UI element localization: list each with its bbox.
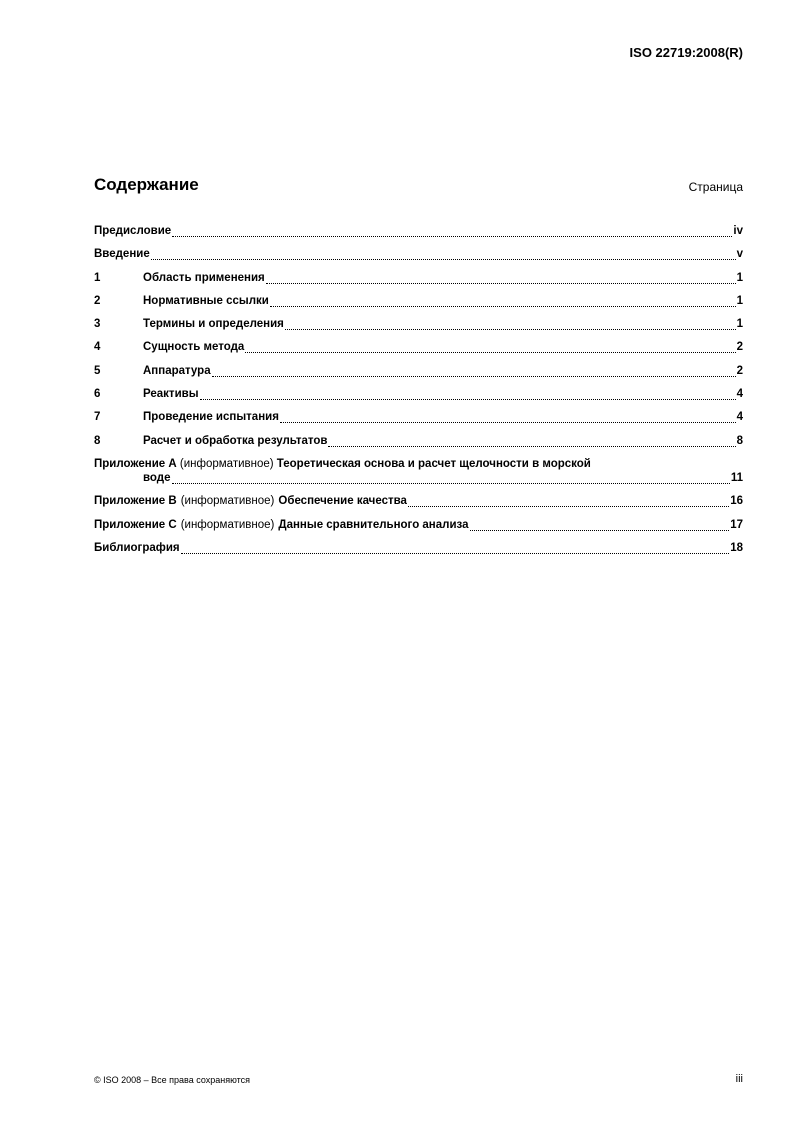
toc-header bbox=[94, 175, 743, 199]
toc-entry-annex-c[interactable] bbox=[94, 518, 743, 532]
toc-entry-section-8[interactable] bbox=[94, 434, 743, 448]
leader-dots bbox=[245, 342, 735, 353]
toc-entry-title: Область применения bbox=[143, 271, 265, 284]
toc-entry-section-2[interactable] bbox=[94, 294, 743, 308]
toc-entry-page: 2 bbox=[736, 341, 743, 354]
footer-copyright: © ISO 2008 – Все права сохраняются bbox=[94, 1075, 251, 1085]
leader-dots bbox=[266, 273, 736, 284]
toc-entry-bibliography[interactable] bbox=[94, 541, 743, 555]
toc-list bbox=[94, 224, 743, 564]
toc-entry-section-5[interactable] bbox=[94, 364, 743, 378]
leader-dots bbox=[470, 520, 730, 531]
annex-label: Приложение C bbox=[94, 518, 177, 531]
toc-entry-number: 7 bbox=[94, 411, 101, 424]
leader-dots bbox=[408, 496, 729, 507]
toc-entry-page: 18 bbox=[730, 541, 743, 554]
toc-entry-annex-a[interactable] bbox=[94, 457, 743, 485]
toc-entry-number: 4 bbox=[94, 341, 101, 354]
toc-entry-title: Нормативные ссылки bbox=[143, 294, 269, 307]
toc-entry-page: 11 bbox=[730, 471, 743, 484]
annex-label: Приложение B bbox=[94, 495, 177, 508]
toc-entry-foreword[interactable] bbox=[94, 224, 743, 238]
leader-dots bbox=[270, 296, 736, 307]
leader-dots bbox=[328, 436, 735, 447]
toc-entry-page: 1 bbox=[736, 294, 743, 307]
leader-dots bbox=[172, 226, 732, 237]
toc-entry-number: 6 bbox=[94, 388, 101, 401]
leader-dots bbox=[285, 319, 736, 330]
toc-entry-page: iv bbox=[733, 225, 743, 237]
leader-dots bbox=[172, 473, 730, 484]
annex-type: (информативное) bbox=[180, 518, 275, 531]
annex-type: (информативное) bbox=[180, 495, 275, 508]
toc-entry-title: Предисловие bbox=[94, 225, 172, 237]
toc-entry-page: 4 bbox=[736, 411, 743, 424]
toc-entry-number: 2 bbox=[94, 294, 101, 307]
toc-entry-page: 8 bbox=[736, 434, 743, 447]
toc-entry-title: Аппаратура bbox=[143, 364, 211, 377]
toc-entry-annex-b[interactable] bbox=[94, 494, 743, 508]
toc-entry-title: Введение bbox=[94, 248, 150, 261]
toc-entry-title: Термины и определения bbox=[143, 318, 284, 331]
toc-entry-page: 1 bbox=[736, 318, 743, 331]
toc-entry-section-1[interactable] bbox=[94, 271, 743, 285]
annex-title: Данные сравнительного анализа bbox=[278, 518, 469, 531]
toc-entry-section-4[interactable] bbox=[94, 340, 743, 354]
leader-dots bbox=[212, 366, 736, 377]
leader-dots bbox=[151, 249, 736, 260]
toc-entry-number: 1 bbox=[94, 271, 101, 284]
footer-page-number: iii bbox=[735, 1073, 743, 1085]
toc-entry-page: 2 bbox=[736, 364, 743, 377]
toc-entry-title: Расчет и обработка результатов bbox=[143, 434, 328, 447]
toc-entry-page: v bbox=[736, 248, 743, 261]
leader-dots bbox=[181, 543, 730, 554]
toc-entry-page: 4 bbox=[736, 388, 743, 401]
annex-type: (информативное) bbox=[179, 457, 274, 470]
toc-entry-section-6[interactable] bbox=[94, 387, 743, 401]
toc-entry-page: 16 bbox=[730, 495, 743, 508]
toc-entry-section-3[interactable] bbox=[94, 317, 743, 331]
toc-entry-number: 5 bbox=[94, 364, 101, 377]
toc-entry-introduction[interactable] bbox=[94, 247, 743, 261]
toc-entry-section-7[interactable] bbox=[94, 410, 743, 424]
toc-entry-title: Сущность метода bbox=[143, 341, 245, 354]
toc-entry-title: Библиография bbox=[94, 541, 180, 554]
annex-title: Теоретическая основа и расчет щелочности в морской bbox=[276, 457, 591, 470]
toc-entry-title: Реактивы bbox=[143, 388, 199, 401]
page-column-label: Страница bbox=[688, 180, 743, 194]
leader-dots bbox=[280, 412, 736, 423]
toc-entry-page: 17 bbox=[730, 518, 743, 531]
toc-entry-number: 8 bbox=[94, 434, 101, 447]
toc-entry-number: 3 bbox=[94, 318, 101, 331]
document-id: ISO 22719:2008(R) bbox=[629, 45, 743, 60]
toc-title: Содержание bbox=[94, 175, 199, 194]
toc-entry-page: 1 bbox=[736, 271, 743, 284]
annex-title: Обеспечение качества bbox=[278, 495, 407, 508]
leader-dots bbox=[200, 389, 736, 400]
annex-title-continued: воде bbox=[143, 471, 171, 484]
annex-label: Приложение A bbox=[94, 457, 177, 470]
toc-entry-title: Проведение испытания bbox=[143, 411, 279, 424]
